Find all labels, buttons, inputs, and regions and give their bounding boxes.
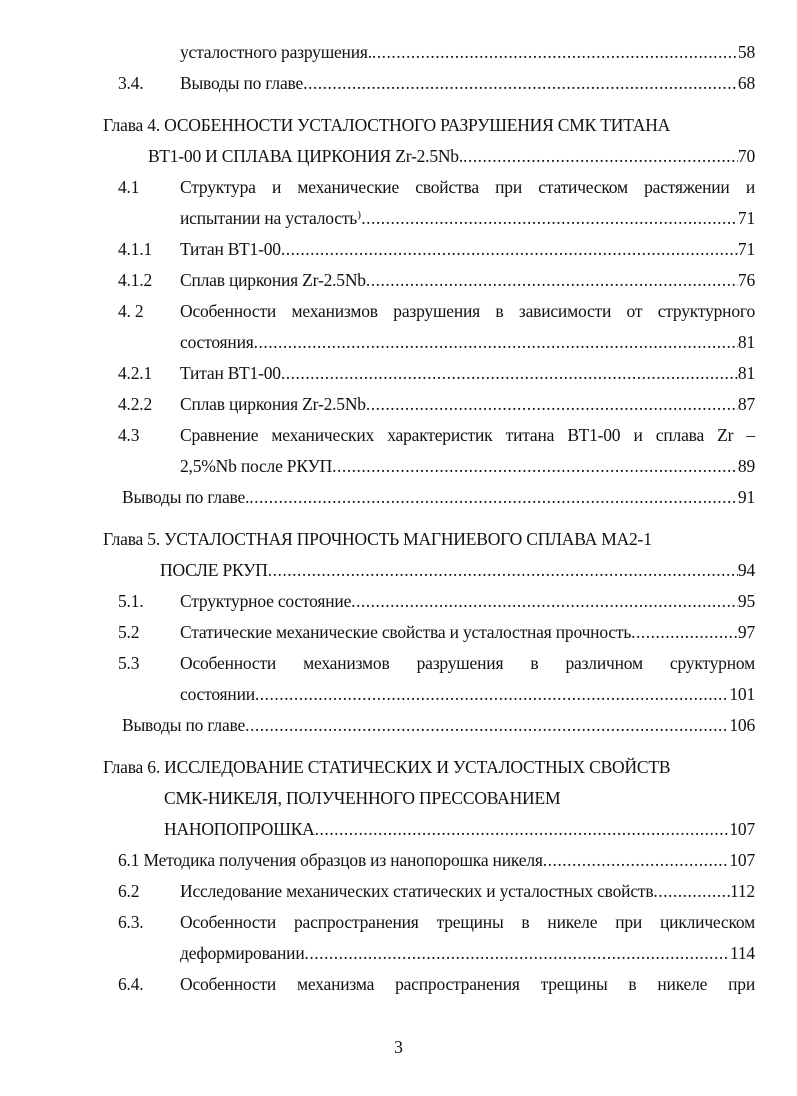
toc-entry: [0, 617, 797, 648]
toc-section-number: 4.1.2: [118, 270, 153, 290]
toc-page-number: 87: [737, 394, 755, 414]
toc-entry-title: Глава 6. ИССЛЕДОВАНИЕ СТАТИЧЕСКИХ И УСТАЛОСТНЫХ СВОЙСТВ: [103, 757, 671, 777]
dot-leader: [372, 37, 738, 68]
toc-page-number: 94: [737, 560, 755, 580]
toc-entry: [0, 327, 797, 358]
toc-entry: [0, 420, 797, 451]
toc-entry: [0, 172, 797, 203]
dot-leader: [281, 234, 738, 265]
toc-entry-title: Сравнение механических характеристик титана ВТ1-00 и сплава Zr –: [180, 425, 755, 445]
toc-entry: [0, 876, 797, 907]
toc-entry-title: испытании на усталость⁾: [180, 208, 362, 228]
toc-section-number: 4.2.1: [118, 363, 153, 383]
toc-entry: [0, 203, 797, 234]
toc-chapter-heading: [0, 524, 797, 555]
toc-entry: [0, 907, 797, 938]
toc-page-number: 71: [737, 208, 755, 228]
toc-section-number: 4.1.1: [118, 239, 153, 259]
toc-entry-title: ПОСЛЕ РКУП: [160, 560, 268, 580]
toc-page-number: 81: [737, 332, 755, 352]
toc-entry: [0, 296, 797, 327]
toc-section-number: 4.1: [118, 177, 140, 197]
toc-page-number: 107: [729, 850, 755, 870]
toc-entry-title: состоянии: [180, 684, 255, 704]
toc-chapter-heading: [0, 110, 797, 141]
dot-leader: [254, 327, 738, 358]
toc-entry-title: 6.1 Методика получения образцов из нанопорошка никеля: [118, 850, 543, 870]
toc-section-number: 4. 2: [118, 301, 144, 321]
toc-entry-title: Особенности механизма распространения трещины в никеле при: [180, 974, 755, 994]
toc-entry: [0, 358, 797, 389]
toc-page-number: 114: [729, 943, 755, 963]
dot-leader: [255, 679, 729, 710]
toc-entry-title: Глава 5. УСТАЛОСТНАЯ ПРОЧНОСТЬ МАГНИЕВОГО СПЛАВА МА2-1: [103, 529, 652, 549]
toc-page-number: 91: [737, 487, 755, 507]
toc-page-number: 58: [737, 42, 755, 62]
toc-entry-title: СМК-НИКЕЛЯ, ПОЛУЧЕННОГО ПРЕССОВАНИЕМ: [164, 788, 561, 808]
dot-leader: [463, 141, 738, 172]
toc-section-number: 5.2: [118, 622, 140, 642]
dot-leader: [305, 938, 730, 969]
page-number: 3: [394, 1037, 403, 1057]
toc-entry-title: НАНОПОПРОШКА: [164, 819, 315, 839]
dot-leader: [361, 203, 738, 234]
toc-entry-title: Структурное состояние: [180, 591, 352, 611]
toc-entry-title: деформировании: [180, 943, 305, 963]
toc-page-number: 71: [737, 239, 755, 259]
toc-section-number: 4.3: [118, 425, 140, 445]
toc-entry: [0, 938, 797, 969]
toc-page-number: 68: [737, 73, 755, 93]
toc-entry-title: Сплав циркония Zr-2.5Nb: [180, 270, 366, 290]
toc-section-number: 3.4.: [118, 73, 144, 93]
toc-page-number: 106: [729, 715, 755, 735]
dot-leader: [543, 845, 730, 876]
toc-entry-title: Выводы по главе.: [122, 487, 250, 507]
toc-entry: [0, 845, 797, 876]
toc-entry: [0, 234, 797, 265]
toc-page-number: 95: [737, 591, 755, 611]
toc-entry-title: Титан ВТ1-00: [180, 239, 281, 259]
toc-entry: [0, 265, 797, 296]
toc-entry: [0, 68, 797, 99]
toc-entry-title: Выводы по главе: [180, 73, 304, 93]
toc-entry-title: ВТ1-00 И СПЛАВА ЦИРКОНИЯ Zr-2.5Nb.: [148, 146, 464, 166]
toc-section-number: 4.2.2: [118, 394, 153, 414]
toc-page-number: 97: [737, 622, 755, 642]
toc-entry: [0, 555, 797, 586]
toc-entry: [0, 141, 797, 172]
dot-leader: [315, 814, 730, 845]
toc-section-number: 5.1.: [118, 591, 144, 611]
toc-entry-title: Статические механические свойства и усталостная прочность: [180, 622, 632, 642]
toc-chapter-heading: [0, 752, 797, 783]
toc-page-number: 89: [737, 456, 755, 476]
toc-section-number: 5.3: [118, 653, 140, 673]
toc-page-number: 112: [729, 881, 755, 901]
toc-entry: [0, 710, 797, 741]
dot-leader: [268, 555, 738, 586]
dot-leader: [631, 617, 738, 648]
toc-page-number: 76: [737, 270, 755, 290]
toc-page-number: 107: [729, 819, 755, 839]
toc-section-number: 6.2: [118, 881, 140, 901]
dot-leader: [303, 68, 738, 99]
toc-section-number: 6.4.: [118, 974, 144, 994]
toc-page-number: 81: [737, 363, 755, 383]
toc-entry-title: 2,5%Nb после РКУП: [180, 456, 333, 476]
toc-entry: [0, 389, 797, 420]
toc-entry-title: Выводы по главе: [122, 715, 246, 735]
dot-leader: [653, 876, 730, 907]
toc-entry: [0, 783, 797, 814]
toc-entry: [0, 648, 797, 679]
toc-entry: [0, 451, 797, 482]
toc-entry: [0, 482, 797, 513]
toc-entry-title: Особенности механизмов разрушения в зависимости от структурного: [180, 301, 755, 321]
toc-entry: [0, 679, 797, 710]
table-of-contents: [0, 37, 797, 1000]
dot-leader: [245, 710, 729, 741]
toc-entry: [0, 814, 797, 845]
toc-page-number: 70: [737, 146, 755, 166]
dot-leader: [366, 389, 738, 420]
toc-entry-title: Особенности механизмов разрушения в различном сруктурном: [180, 653, 755, 673]
toc-page-number: 101: [729, 684, 755, 704]
toc-entry-title: Исследование механических статических и усталостных свойств: [180, 881, 654, 901]
dot-leader: [249, 482, 738, 513]
dot-leader: [281, 358, 738, 389]
toc-entry-title: Титан ВТ1-00: [180, 363, 281, 383]
toc-entry-title: Глава 4. ОСОБЕННОСТИ УСТАЛОСТНОГО РАЗРУШЕНИЯ СМК ТИТАНА: [103, 115, 671, 135]
toc-entry-title: Особенности распространения трещины в никеле при циклическом: [180, 912, 755, 932]
toc-section-number: 6.3.: [118, 912, 144, 932]
toc-entry: [0, 969, 797, 1000]
toc-entry-title: Сплав циркония Zr-2.5Nb: [180, 394, 366, 414]
toc-entry-title: усталостного разрушения.: [180, 42, 372, 62]
dot-leader: [332, 451, 738, 482]
dot-leader: [351, 586, 738, 617]
toc-entry: [0, 37, 797, 68]
toc-entry: [0, 586, 797, 617]
dot-leader: [366, 265, 738, 296]
toc-entry-title: состояния: [180, 332, 254, 352]
toc-entry-title: Структура и механические свойства при статическом растяжении и: [180, 177, 755, 197]
